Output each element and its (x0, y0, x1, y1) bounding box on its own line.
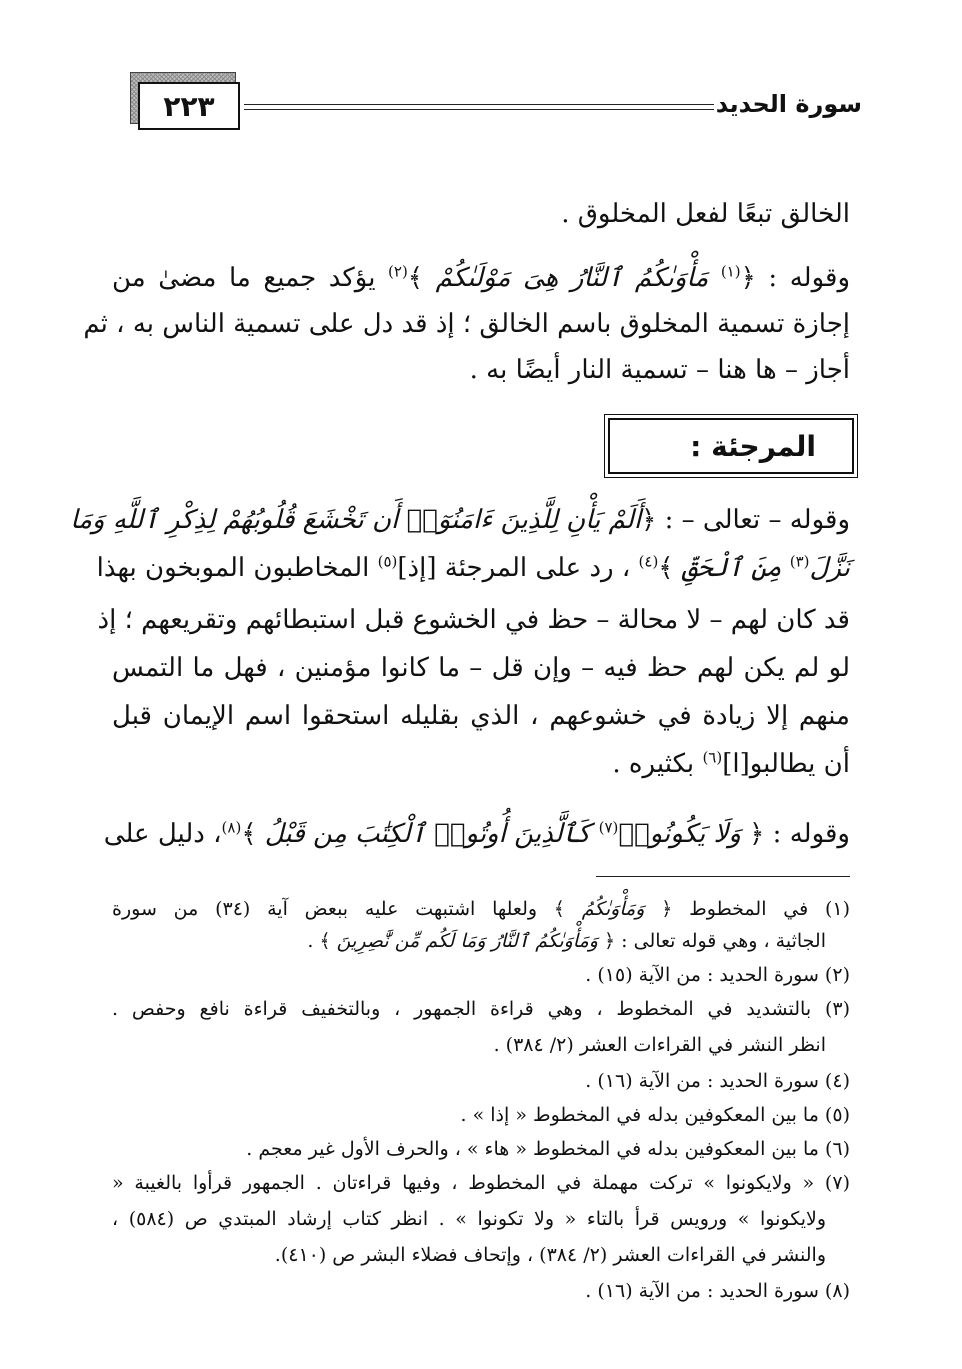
text-run: أن يطالبو[ا] (722, 749, 850, 779)
footnote-separator (596, 876, 850, 877)
body-line (112, 258, 850, 298)
body-line (96, 548, 850, 588)
text-run: لو لم يكن لهم حظ فيه – وإن قل – ما كانوا مؤمنين ، فهل ما التمس (112, 653, 850, 683)
page-number: ٢٢٣ (138, 82, 240, 130)
footnote-line (112, 996, 850, 1022)
footnote-ref: (٢) (388, 262, 408, 281)
text-run: انظر النشر في القراءات العشر (٢/ ٣٨٤) . (493, 1034, 826, 1056)
text-run: بكثيره . (612, 749, 703, 779)
section-heading-text: المرجئة : (690, 429, 816, 463)
text-run: منهم إلا زيادة في خشوعهم ، الذي بقليله استحقوا اسم الإيمان قبل (112, 701, 850, 731)
body-line (470, 350, 850, 390)
footnote-line (494, 1032, 826, 1058)
quran-verse: وَلَا يَكُونُوا۟ (618, 819, 741, 849)
text-run: ، دليل على (103, 819, 222, 849)
footnote-line (307, 928, 826, 954)
page-number-box (130, 72, 238, 128)
text-run: وقوله : ﴿ (740, 819, 850, 849)
quran-verse: مِنَ ٱلْحَقِّ (673, 553, 790, 583)
text-run: ﴾ (407, 263, 424, 293)
body-line (112, 696, 850, 736)
text-run: ﴾ (658, 553, 674, 583)
footnote-line (585, 1068, 850, 1094)
footnote-line (585, 962, 850, 988)
body-line (112, 648, 850, 688)
body-line (83, 304, 850, 344)
text-run: ، رد على المرجئة [إذ] (397, 553, 639, 583)
footnote-line (112, 896, 850, 922)
text-run: (٦) ما بين المعكوفين بدله في المخطوط « هاء » ، والحرف الأول غير معجم . (246, 1138, 850, 1160)
footnote-ref: (٥) (377, 552, 398, 571)
text-run: الخالق تبعًا لفعل المخلوق . (561, 199, 850, 229)
text-run: أجاز – ها هنا – تسمية النار أيضًا به . (469, 355, 850, 385)
text-run: وقوله : ﴿ (740, 263, 850, 293)
header-rule (244, 109, 714, 110)
text-run: والنشر في القراءات العشر (٢/ ٣٨٤) ، وإتحاف فضلاء البشر ص (٤١٠). (274, 1244, 826, 1266)
footnote-ref: (٧) (598, 818, 619, 837)
text-run: (٨) سورة الحديد : من الآية (١٦) . (585, 1280, 850, 1302)
body-line (103, 814, 850, 854)
footnote-line (275, 1242, 826, 1268)
footnote-line (112, 1170, 850, 1196)
quran-verse: أَلَمْ يَأْنِ لِلَّذِينَ ءَامَنُوٓا۟ أَن تَخْشَعَ قُلُوبُهُمْ لِذِكْرِ ٱللَّهِ وَمَا (70, 505, 642, 535)
text-run: ولايكونوا » ورويس قرأ بالتاء « ولا تكونوا » . انظر كتاب إرشاد المبتدي ص (٥٨٤) ، (112, 1208, 826, 1230)
text-run: إجازة تسمية المخلوق باسم الخالق ؛ إذ قد دل على تسمية الناس به ، ثم (83, 309, 850, 339)
body-line (70, 500, 850, 540)
text-run: (٢) سورة الحديد : من الآية (١٥) . (585, 964, 850, 986)
footnote-ref: (١) (720, 262, 741, 281)
footnote-ref: (٦) (702, 748, 723, 767)
footnote-ref: (٣) (789, 552, 810, 571)
footnote-ref: (٤) (638, 552, 659, 571)
text-run: يؤكد جميع ما مضىٰ من (112, 263, 389, 293)
text-run: ﴾ (241, 819, 257, 849)
quran-verse: كَٱلَّذِينَ أُوتُوا۟ ٱلْكِتَٰبَ مِن قَبْلُ (256, 819, 599, 849)
text-run: المخاطبون الموبخون بهذا (96, 553, 378, 583)
text-run: وقوله – تعالى – : ﴿ (641, 505, 850, 535)
header-rule (244, 104, 714, 105)
text-run: ﴾ . (307, 930, 337, 952)
text-run: (٤) سورة الحديد : من الآية (١٦) . (585, 1070, 850, 1092)
quran-verse: نَزَّلَ (809, 553, 850, 583)
text-run: قد كان لهم – لا محالة – حظ في الخشوع قبل استبطائهم وتقريعهم ؛ إذ (97, 605, 850, 635)
footnote-line (461, 1102, 850, 1128)
text-run: (٣) بالتشديد في المخطوط ، وهي قراءة الجمهور ، وبالتخفيف قراءة نافع وحفص . (112, 998, 850, 1020)
quran-verse: وَمَأْوَىٰكُمُ (581, 898, 645, 920)
section-heading (608, 418, 854, 474)
running-head: سورة الحديد (715, 90, 862, 118)
footnote-line (585, 1278, 850, 1304)
body-line (561, 194, 850, 234)
text-run: (٥) ما بين المعكوفين بدله في المخطوط « إذا » . (460, 1104, 850, 1126)
text-run: (٧) « ولايكونوا » تركت مهملة في المخطوط ، وفيها قراءتان . الجمهور قرأوا بالغيبة « (112, 1172, 850, 1194)
text-run: (١) في المخطوط ﴿ (644, 898, 850, 920)
quran-verse: مَأْوَىٰكُمُ ٱلنَّارُ هِىَ مَوْلَىٰكُمْ (423, 263, 721, 293)
footnote-line (246, 1136, 850, 1162)
body-line (97, 600, 850, 640)
body-line (612, 744, 850, 784)
footnote-line (112, 1206, 826, 1232)
footnote-ref: (٨) (221, 818, 242, 837)
quran-verse: وَمَأْوَىٰكُمُ ٱلنَّارُ وَمَا لَكُم مِّن نَّٰصِرِينَ (336, 930, 598, 952)
text-run: الجاثية ، وهي قوله تعالى : ﴿ (597, 930, 826, 952)
text-run: ﴾ ولعلها اشتبهت عليه ببعض آية (٣٤) من سورة (112, 898, 582, 920)
